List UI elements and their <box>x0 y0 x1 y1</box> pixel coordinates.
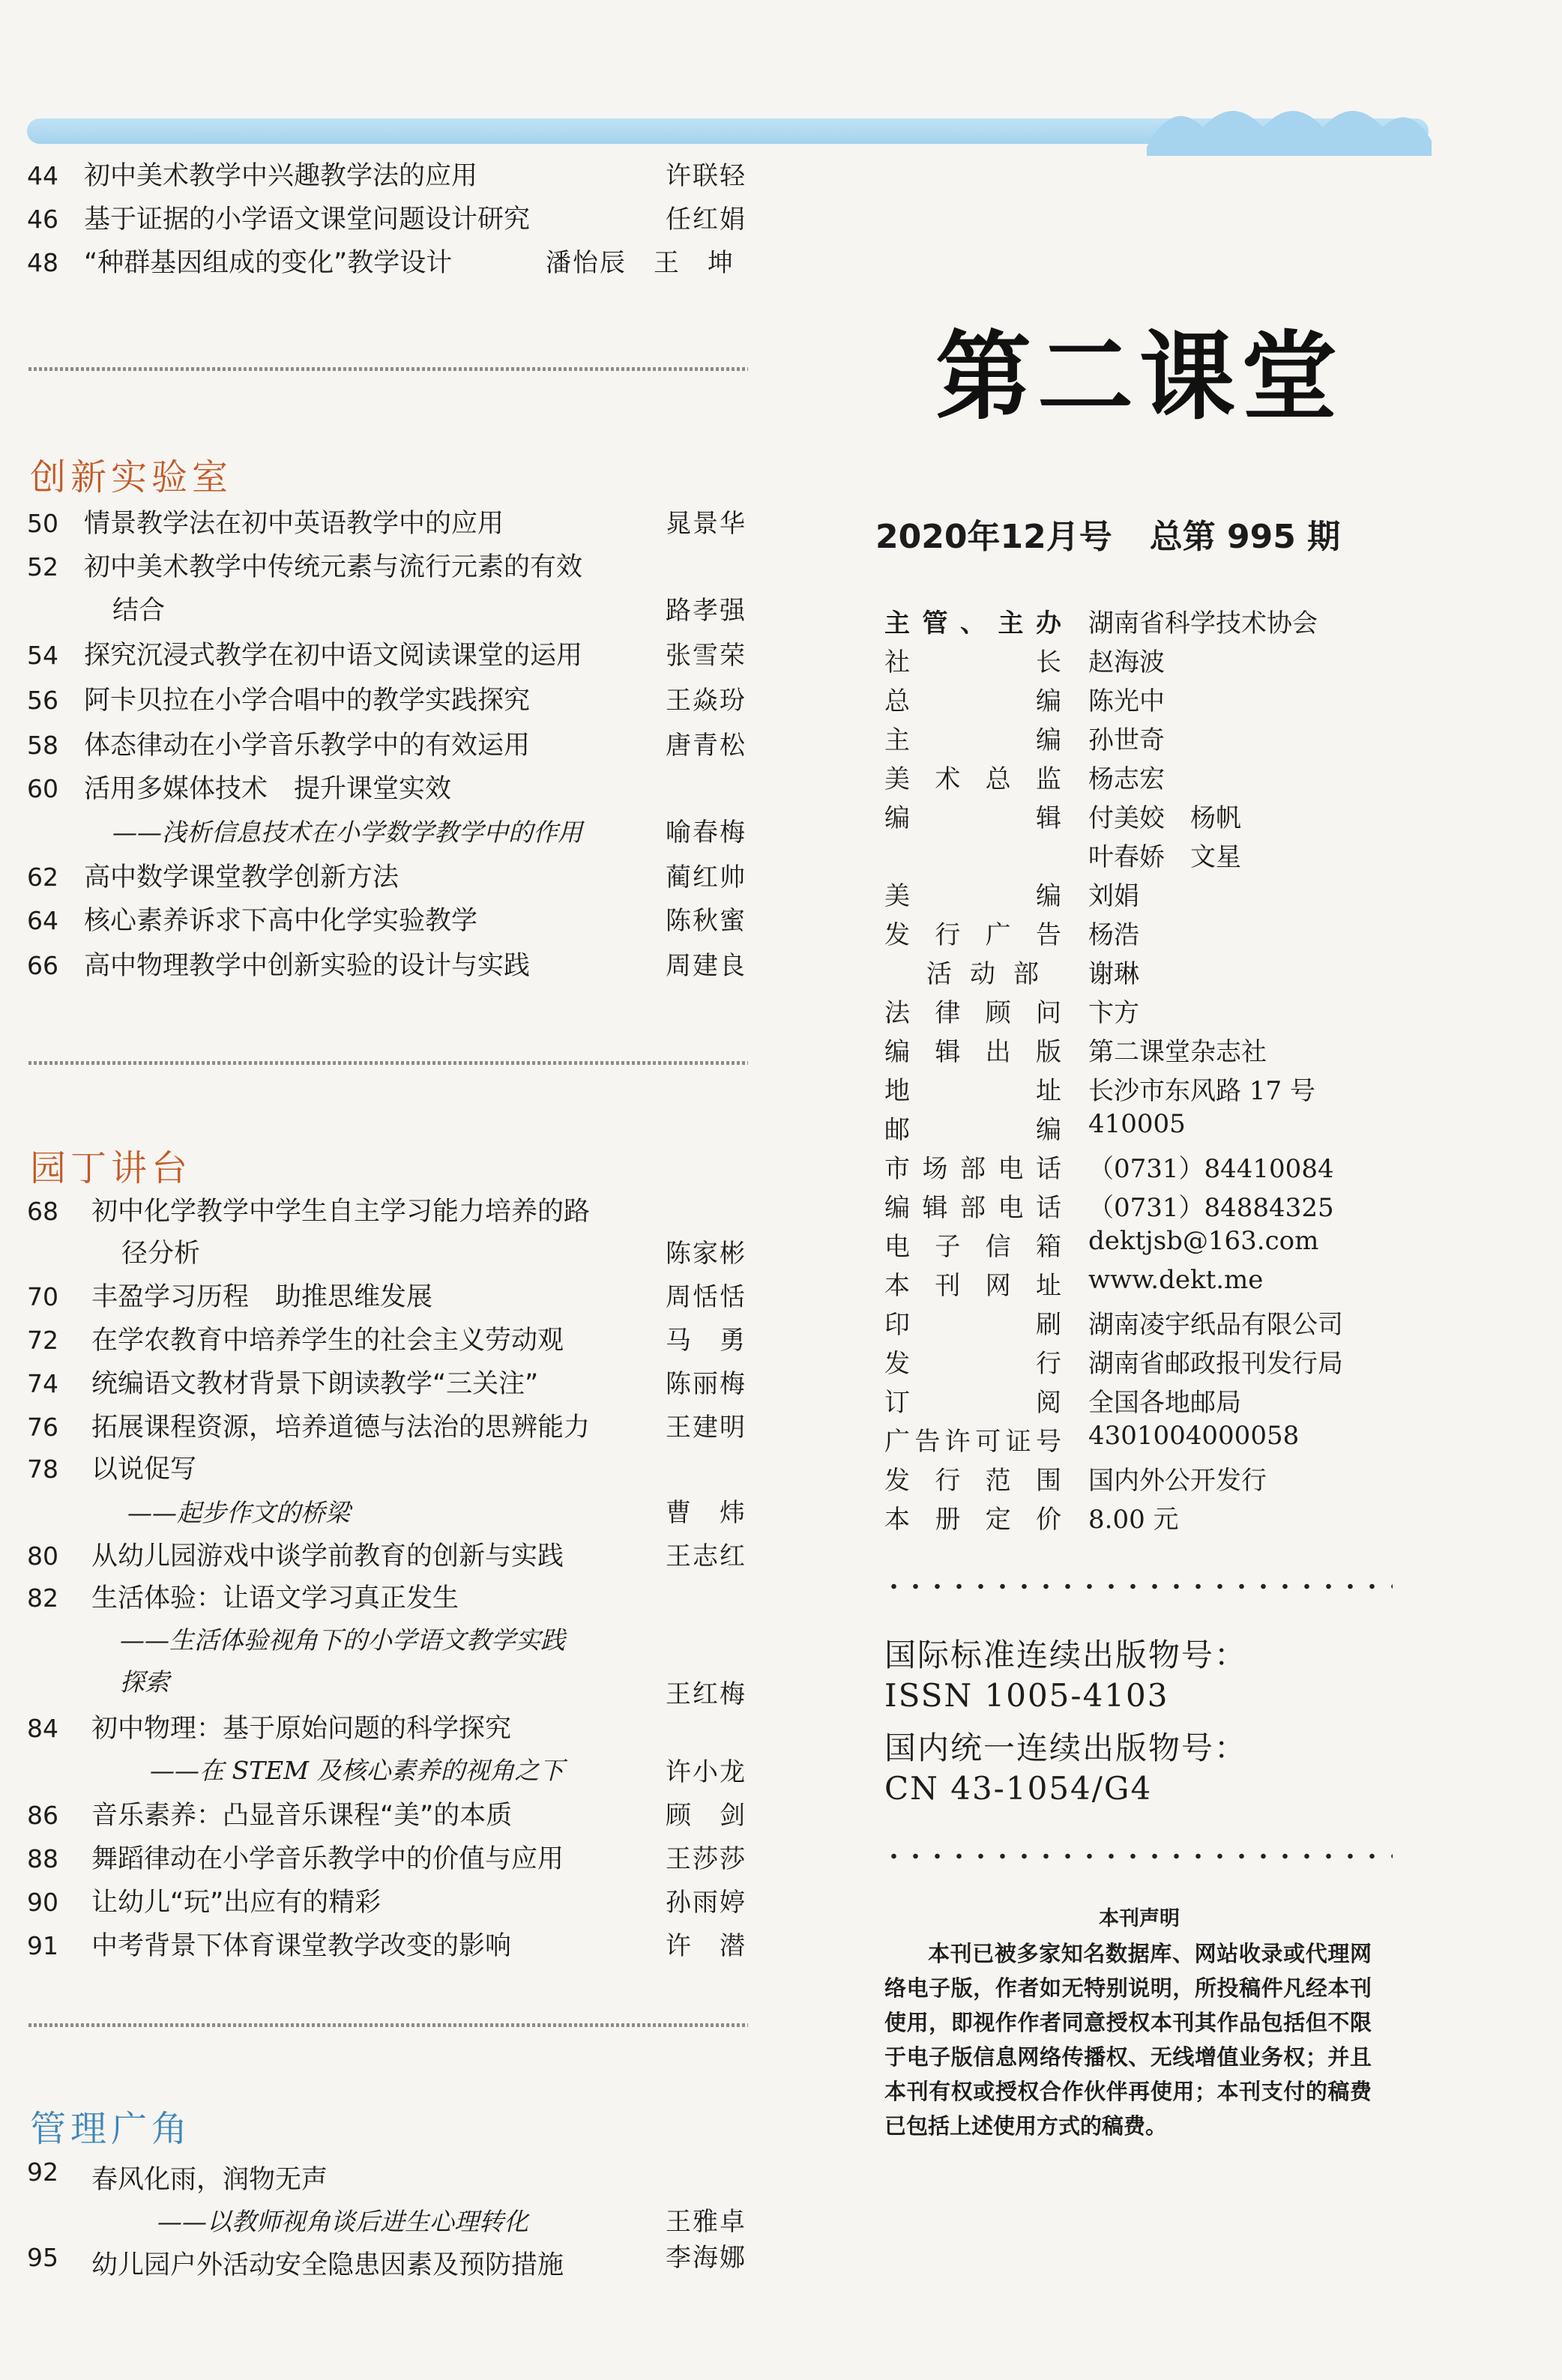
masthead-value: 孙世奇 <box>1088 725 1165 755</box>
page-number: 86 <box>27 1801 58 1830</box>
article-title: 基于证据的小学语文课堂问题设计研究 <box>84 205 531 235</box>
page-number: 64 <box>27 906 58 935</box>
masthead-value: 杨志宏 <box>1088 764 1165 794</box>
page-number: 82 <box>27 1583 58 1613</box>
toc-item[interactable] <box>0 638 750 673</box>
masthead-value: 第二课堂杂志社 <box>1088 1037 1267 1067</box>
masthead-value: dektjsb@163.com <box>1088 1226 1319 1256</box>
masthead-value: 国内外公开发行 <box>1088 1466 1267 1496</box>
article-title: 拓展课程资源，培养道德与法治的思辨能力 <box>91 1413 591 1443</box>
article-author: 许 潜 <box>666 1931 747 1961</box>
article-title: 高中数学课堂教学创新方法 <box>84 863 399 892</box>
page-number: 60 <box>27 774 58 803</box>
toc-item[interactable] <box>0 1280 750 1314</box>
toc-item[interactable] <box>0 507 750 541</box>
masthead-value: 全国各地邮局 <box>1088 1388 1241 1418</box>
article-title: 探究沉浸式教学在初中语文阅读课堂的运用 <box>84 641 583 671</box>
masthead-key: 活动部 <box>926 959 1039 989</box>
masthead-value: 叶春娇 文星 <box>1088 842 1241 872</box>
article-title: 在学农教育中培养学生的社会主义劳动观 <box>91 1326 564 1356</box>
article-subtitle-continued: 探索 <box>120 1667 169 1697</box>
masthead-value: 刘娟 <box>1088 881 1139 911</box>
dotted-divider <box>883 1852 1393 1860</box>
article-title: 情景教学法在初中英语教学中的应用 <box>84 509 504 539</box>
article-author: 潘怡辰 王 坤 <box>546 248 735 278</box>
article-subtitle: ——生活体验视角下的小学语文教学实践 <box>120 1625 565 1655</box>
masthead-key: 发行广告 <box>884 920 1061 950</box>
article-author: 马 勇 <box>666 1326 747 1356</box>
masthead-key: 地址 <box>884 1076 1061 1106</box>
masthead-value: www.dekt.me <box>1088 1265 1264 1295</box>
toc-item[interactable] <box>0 949 750 983</box>
page-number: 76 <box>27 1413 58 1442</box>
article-title-continued: 径分析 <box>121 1239 201 1269</box>
masthead-key: 主管、主办 <box>884 608 1061 638</box>
page-number: 74 <box>27 1369 58 1398</box>
masthead-value: （0731）84884325 <box>1088 1193 1334 1223</box>
section-divider <box>28 367 748 371</box>
article-author: 任红娟 <box>666 205 747 235</box>
section-title: 园丁讲台 <box>30 1147 193 1189</box>
article-title: 让幼儿“玩”出应有的精彩 <box>91 1888 382 1918</box>
magazine-logo: 第二课堂 <box>935 321 1344 433</box>
article-title: 统编语文教材背景下朗读教学“三关注” <box>91 1369 539 1399</box>
page-number: 50 <box>27 509 58 538</box>
masthead-value: 谢琳 <box>1088 959 1139 989</box>
page-number: 58 <box>27 731 58 760</box>
page-number: 66 <box>27 951 58 980</box>
article-title-continued: 结合 <box>112 596 166 626</box>
toc-item[interactable] <box>0 1842 750 1876</box>
issn-intl-value: ISSN 1005-4103 <box>884 1677 1169 1714</box>
article-author: 许联轻 <box>666 161 747 191</box>
masthead-key: 总编 <box>884 686 1061 716</box>
masthead-value: 4301004000058 <box>1088 1421 1300 1451</box>
page-number: 68 <box>27 1197 58 1226</box>
article-title: 初中美术教学中兴趣教学法的应用 <box>84 161 478 191</box>
article-title: 音乐素养：凸显音乐课程“美”的本质 <box>91 1801 513 1831</box>
article-author: 孙雨婷 <box>666 1888 747 1918</box>
toc-item[interactable] <box>0 1539 750 1574</box>
article-author: 王雅卓 <box>666 2207 747 2237</box>
article-title: 从幼儿园游戏中谈学前教育的创新与实践 <box>91 1541 564 1571</box>
toc-item[interactable] <box>0 1410 750 1445</box>
masthead-key: 发行范围 <box>884 1466 1061 1496</box>
toc-item[interactable] <box>0 246 750 280</box>
masthead-key: 社长 <box>884 647 1061 677</box>
article-title: 舞蹈律动在小学音乐教学中的价值与应用 <box>91 1844 564 1874</box>
issn-domestic-label: 国内统一连续出版物号： <box>884 1730 1248 1766</box>
masthead-value: 长沙市东风路 17 号 <box>1088 1076 1315 1106</box>
toc-item[interactable] <box>0 1367 750 1401</box>
toc-item[interactable] <box>0 2155 750 2237</box>
article-author: 蔺红帅 <box>666 863 747 892</box>
article-subtitle: ——以教师视角谈后进生心理转化 <box>157 2207 528 2236</box>
page-number: 90 <box>27 1888 58 1917</box>
masthead-key: 编辑 <box>884 803 1061 833</box>
masthead-value: 湖南省邮政报刊发行局 <box>1088 1349 1343 1379</box>
article-author: 王志红 <box>666 1541 747 1571</box>
masthead-key: 编辑出版 <box>884 1037 1061 1067</box>
article-title: 以说促写 <box>91 1455 197 1485</box>
article-author: 顾 剑 <box>666 1801 747 1831</box>
declaration-title: 本刊声明 <box>1099 1907 1180 1930</box>
article-title: 春风化雨，润物无声 <box>91 2165 328 2195</box>
article-author: 陈秋蜜 <box>666 906 747 936</box>
section-divider <box>28 2023 748 2027</box>
article-title: 初中化学教学中学生自主学习能力培养的路 <box>91 1197 591 1227</box>
article-author: 周建良 <box>666 951 747 981</box>
toc-item[interactable] <box>0 728 750 763</box>
masthead-key: 广告许可证号 <box>884 1427 1061 1457</box>
declaration-text: 本刊已被多家知名数据库、网站收录或代理网络电子版，作者如无特别说明，所投稿件凡经本刊使用，即视作作者同意授权本刊其作品包括但不限于电子版信息网络传播权、无线增值业务权；并且本刊有权或授权合作伙伴再使用；本刊支付的稿费已包括上述使用方式的稿费。 <box>884 1941 1372 2139</box>
page-number: 88 <box>27 1844 58 1873</box>
masthead-value: 410005 <box>1088 1109 1186 1139</box>
masthead-key: 本刊网址 <box>884 1271 1061 1301</box>
masthead-key: 法律顾问 <box>884 998 1061 1028</box>
article-title: 生活体验：让语文学习真正发生 <box>91 1583 459 1613</box>
article-author: 王焱玢 <box>666 686 747 716</box>
masthead-key: 美编 <box>884 881 1061 911</box>
masthead-value: 付美姣 杨帆 <box>1088 803 1241 833</box>
masthead-key: 邮编 <box>884 1115 1061 1145</box>
masthead-key: 发行 <box>884 1349 1061 1379</box>
masthead-key: 印刷 <box>884 1310 1061 1340</box>
page-number: 54 <box>27 641 58 670</box>
masthead-value: 赵海波 <box>1088 647 1165 677</box>
issn-domestic-value: CN 43-1054/G4 <box>884 1770 1153 1807</box>
issn-intl-label: 国际标准连续出版物号： <box>884 1637 1248 1673</box>
toc-item[interactable] <box>0 159 750 193</box>
article-author: 唐青松 <box>666 731 747 761</box>
page-number: 62 <box>27 863 58 892</box>
masthead-value: 卞方 <box>1088 998 1139 1028</box>
masthead-value: （0731）84410084 <box>1088 1154 1334 1184</box>
masthead-key: 主编 <box>884 725 1061 755</box>
article-author: 王红梅 <box>666 1679 747 1709</box>
masthead-value: 湖南凌宇纸品有限公司 <box>1088 1310 1343 1340</box>
article-title: 体态律动在小学音乐教学中的有效运用 <box>84 731 531 761</box>
page-number: 91 <box>27 1931 58 1960</box>
article-title: 丰盈学习历程 助推思维发展 <box>91 1282 433 1312</box>
masthead-value: 8.00 元 <box>1088 1505 1179 1535</box>
page-number: 72 <box>27 1326 58 1355</box>
toc-item[interactable] <box>0 1581 750 1709</box>
toc-item[interactable] <box>0 904 750 938</box>
toc-item[interactable] <box>0 202 750 237</box>
page-number: 80 <box>27 1541 58 1571</box>
article-title: “种群基因组成的变化”教学设计 <box>84 248 453 278</box>
page-number: 84 <box>27 1714 58 1743</box>
article-title: 阿卡贝拉在小学合唱中的教学实践探究 <box>84 686 531 716</box>
article-title: 幼儿园户外活动安全隐患因素及预防措施 <box>91 2250 564 2280</box>
cloud-wave-decoration <box>1139 88 1439 156</box>
page-number: 92 <box>27 2157 58 2187</box>
issue-info <box>875 510 1378 558</box>
article-title: 初中美术教学中传统元素与流行元素的有效 <box>84 552 583 582</box>
page-number: 48 <box>27 248 58 277</box>
article-title: 中考背景下体育课堂教学改变的影响 <box>91 1931 512 1961</box>
article-author: 王建明 <box>666 1413 747 1443</box>
toc-item[interactable] <box>0 683 750 718</box>
toc-item[interactable] <box>0 550 750 628</box>
section-title: 创新实验室 <box>30 456 233 498</box>
article-title: 活用多媒体技术 提升课堂实效 <box>84 774 452 804</box>
toc-item[interactable] <box>0 2241 750 2280</box>
article-author: 陈丽梅 <box>666 1369 747 1399</box>
masthead-key: 美术总监 <box>884 764 1061 794</box>
toc-item[interactable] <box>0 1323 750 1358</box>
section-divider <box>28 1061 748 1065</box>
article-author: 晁景华 <box>666 509 747 539</box>
article-subtitle: ——浅析信息技术在小学数学教学中的作用 <box>112 818 582 847</box>
masthead-key: 市场部电话 <box>884 1154 1061 1184</box>
masthead-key: 编辑部电话 <box>884 1193 1061 1223</box>
masthead-key: 订阅 <box>884 1388 1061 1418</box>
masthead-value: 湖南省科学技术协会 <box>1088 608 1318 638</box>
section-title: 管理广角 <box>30 2108 193 2150</box>
article-author: 路孝强 <box>666 596 747 626</box>
article-author: 陈家彬 <box>666 1239 747 1269</box>
article-author: 李海娜 <box>666 2243 747 2273</box>
article-author: 曹 炜 <box>666 1498 747 1528</box>
masthead-value: 杨浩 <box>1088 920 1139 950</box>
dotted-divider <box>883 1583 1393 1590</box>
toc-item[interactable] <box>0 772 750 850</box>
article-title: 高中物理教学中创新实验的设计与实践 <box>84 951 531 981</box>
article-title: 初中物理：基于原始问题的科学探究 <box>91 1714 512 1744</box>
page-number: 46 <box>27 205 58 234</box>
toc-item[interactable] <box>0 1194 750 1272</box>
toc-item[interactable] <box>0 860 750 895</box>
toc-item[interactable] <box>0 1712 750 1789</box>
page-number: 44 <box>27 161 58 190</box>
article-subtitle: ——起步作文的桥梁 <box>127 1498 350 1527</box>
masthead-value: 陈光中 <box>1088 686 1165 716</box>
page-number: 95 <box>27 2243 58 2272</box>
article-title: 核心素养诉求下高中化学实验教学 <box>84 906 478 936</box>
article-author: 周恬恬 <box>666 1282 747 1312</box>
toc-item[interactable] <box>0 1798 750 1833</box>
toc-item[interactable] <box>0 1929 750 1963</box>
article-author: 王莎莎 <box>666 1844 747 1874</box>
toc-item[interactable] <box>0 1452 750 1530</box>
issue-total: 总第 995 期 <box>1149 518 1341 556</box>
article-subtitle: ——在 STEM 及核心素养的视角之下 <box>150 1756 564 1785</box>
page-number: 56 <box>27 686 58 715</box>
page-number: 52 <box>27 552 58 582</box>
masthead-key: 电子信箱 <box>884 1232 1061 1262</box>
issue-date: 2020年12月号 <box>875 518 1112 556</box>
article-author: 张雪荣 <box>666 641 747 671</box>
article-author: 喻春梅 <box>666 818 747 848</box>
toc-item[interactable] <box>0 1885 750 1920</box>
page-number: 70 <box>27 1282 58 1311</box>
article-author: 许小龙 <box>666 1757 747 1787</box>
masthead-key: 本册定价 <box>884 1505 1061 1535</box>
page-number: 78 <box>27 1455 58 1484</box>
